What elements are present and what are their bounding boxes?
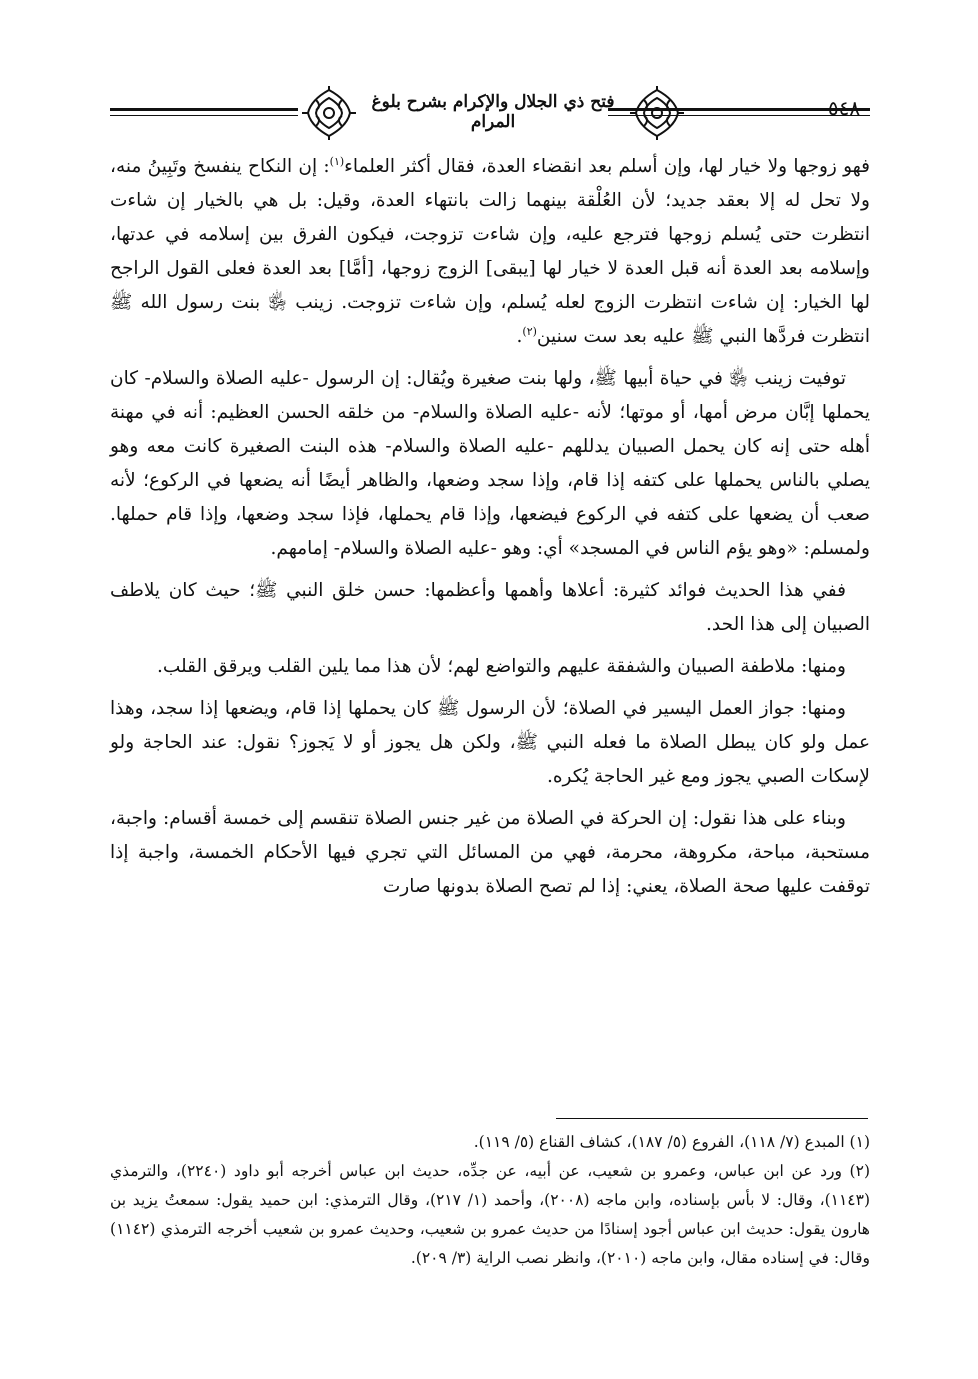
paragraph: توفيت زينب ﵂ في حياة أبيها ﷺ، ولها بنت صغيرة ويُقال: إن الرسول -عليه الصلاة والسلام- كان يحملها إبَّان مرض أمها، أو موتها؛ لأنه -عليه الصلاة والسلام- من خلقه الحسن العظيم: أنه في مهنة أهله حتى إنه كان يحمل الصبيان يدللهم -عليه الصلاة والسلام- هذه البنت الصغيرة كانت معه وهو يصلي بالناس يحملها على كتفه إذا قام، وإذا سجد وضعها، والظاهر أيضًا أنه يضعها في الركوع؛ لأنه صعب أن يضعها على كتفه في الركوع فيضعها، وإذا قام يحملها، فإذا سجد وضعها، وإذا قام حملها. ولمسلم: «وهو يؤم الناس في المسجد» أي: وهو -عليه الصلاة والسلام- إمامهم.: [110, 368, 870, 559]
running-header: [110, 78, 870, 138]
paragraph: ومنها: ملاطفة الصبيان والشفقة عليهم والتواضع لهم؛ لأن هذا مما يلين القلب ويرقق القلب.: [157, 656, 846, 677]
paragraph: [110, 150, 870, 354]
footnote-separator: [556, 1118, 868, 1119]
running-title: فتح ذي الجلال والإكرام بشرح بلوغ المرام: [371, 92, 615, 132]
footnote: (٢) ورد عن ابن عباس، وعمرو بن شعيب، عن أبيه، عن جدِّه، حديث ابن عباس أخرجه أبو داود (٢٢٤٠)، والترمذي (١١٤٣)، وقال: لا بأس بإسناده، وابن ماجه (٢٠٠٨)، وأحمد (١/ ٢١٧)، وقال الترمذي: ابن حميد يقول: سمعتُ يزيد بن هارون يقول: حديث ابن عباس أجود إسنادًا من حديث عمرو بن شعيب، وحديث عمرو بن شعيب أخرجه الترمذي (١١٤٢) وقال: في إسناده مقال، وابن ماجه (٢٠١٠)، وانظر نصب الراية (٣/ ٢٠٩).: [110, 1162, 870, 1267]
paragraph: ومنها: جواز العمل اليسير في الصلاة؛ لأن الرسول ﷺ كان يحملها إذا قام، ويضعها إذا سجد، وهذا عمل ولو كان يبطل الصلاة ما فعله النبي ﷺ، ولكن هل يجوز أو لا يَجوز؟ نقول: عند الحاجة ولو لإسكات الصبي يجوز ومع غير الحاجة يُكره.: [110, 698, 870, 787]
footnote: (١) المبدع (٧/ ١١٨)، الفروع (٥/ ١٨٧)، كشاف القناع (٥/ ١١٩).: [473, 1133, 870, 1151]
paragraph-text: فهو زوجها ولا خيار لها، وإن أسلم بعد انقضاء العدة، فقال أكثر العلماء: [344, 156, 870, 177]
header-rule-thin: [110, 115, 298, 116]
paragraph-text: .: [516, 326, 523, 347]
main-text: [110, 150, 870, 912]
footnotes: [110, 1128, 870, 1273]
paragraph: وبناء على هذا نقول: إن الحركة في الصلاة من غير جنس الصلاة تنقسم إلى خمسة أقسام: واجبة، مستحبة، مباحة، مكروهة، محرمة، فهي من المسائل التي تجري فيها الأحكام الخمسة، واجبة إذا توقفت عليها صحة الصلاة، يعني: إذا لم تصح الصلاة بدونها صارت: [110, 808, 870, 897]
page-number: ٥٤٨: [827, 96, 861, 120]
paragraph: ففي هذا الحديث فوائد كثيرة: أعلاها وأهمها وأعظمها: حسن خلق النبي ﷺ؛ حيث كان يلاطف الصبيان إلى هذا الحد.: [110, 580, 870, 635]
footnote-ref: (١): [329, 154, 345, 168]
arabesque-ornament-icon: [628, 86, 686, 140]
arabesque-ornament-icon: [300, 86, 358, 140]
paragraph-text: : إن النكاح ينفسخ وتَبِينُ منه، ولا تحل له إلا بعقد جديد؛ لأن العُلْقة بينهما زالت بانتهاء العدة، وقيل: بل هي بالخيار إن شاءت انتظرت حتى يُسلم زوجها فترجع عليه، وإن شاءت تزوجت، فيكون الفرق بين إسلامه في عدتها، وإسلامه بعد العدة أنه قبل العدة لا خيار لها [يبقى] الزوج زوجها، [أمَّا] بعد العدة فعلى القول الراجح لها الخيار: إن شاءت انتظرت الزوج لعله يُسلم، وإن شاءت تزوجت. زينب ﵂ بنت رسول الله ﷺ انتظرت فردَّها النبي ﷺ عليه بعد ست سنين: [110, 156, 870, 347]
header-rule: [110, 108, 298, 111]
footnote-ref: (٢): [522, 324, 537, 338]
